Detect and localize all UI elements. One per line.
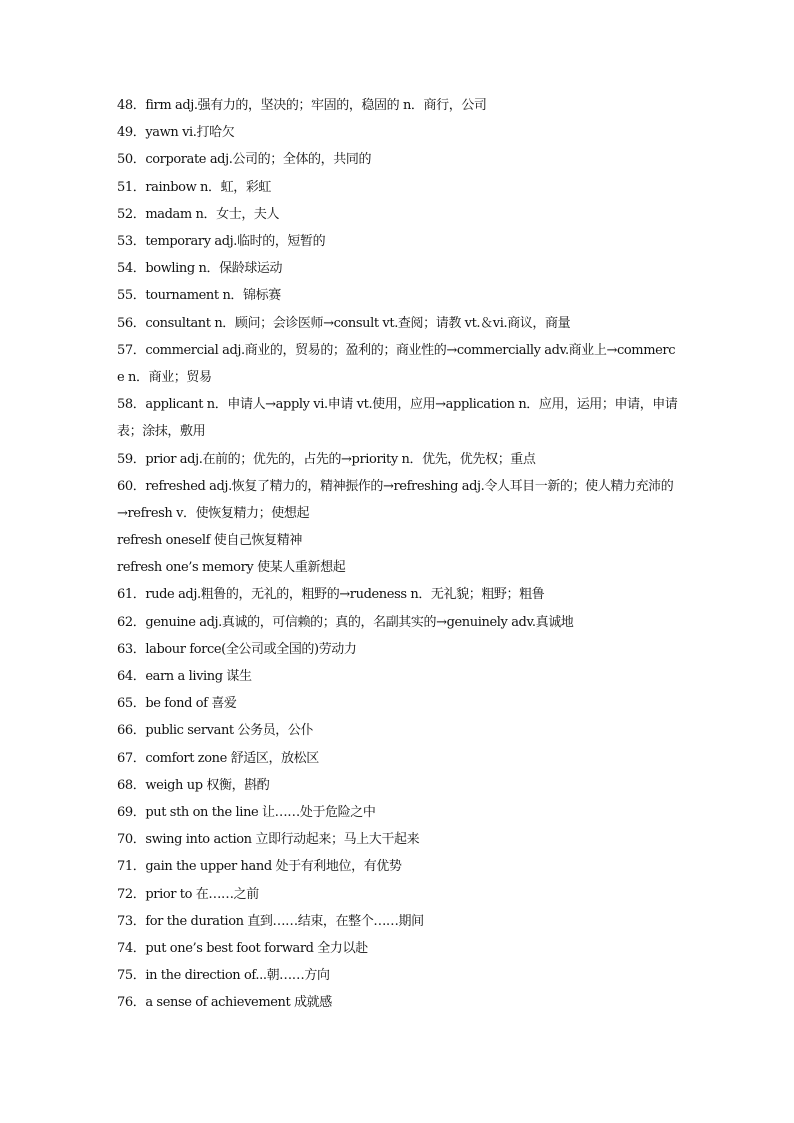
entry-56: 56．consultant n．顾问；会诊医师→consult vt.查阅；请教 vt.＆vi.商议，商量 xyxy=(117,315,571,331)
entry-55: 55．tournament n．锦标赛 xyxy=(117,288,281,304)
entry-68: 68．weigh up 权衡，斟酌 xyxy=(117,777,270,793)
entry-74: 74．put one’s best foot forward 全力以赴 xyxy=(117,940,368,956)
entry-63: 63．labour force(全公司或全国的)劳动力 xyxy=(117,641,357,657)
entry-48: 48．firm adj.强有力的，坚决的；牢固的，稳固的 n．商行，公司 xyxy=(117,98,487,113)
entry-53: 53．temporary adj.临时的，短暂的 xyxy=(117,233,326,249)
entry-54: 54．bowling n．保龄球运动 xyxy=(117,261,283,277)
entry-60: 60．refreshed adj.恢复了精力的，精神振作的→refreshing adj.令人耳目一新的；使人精力充沛的→refresh v．使恢复精力；使想起 xyxy=(117,478,674,521)
entry-76: 76．a sense of achievement 成就感 xyxy=(117,995,332,1011)
entry-58: 58．applicant n．申请人→apply vi.申请 vt.使用，应用→application n．应用，运用；申请，申请表；涂抹，敷用 xyxy=(117,397,678,440)
entry-65: 65．be fond of 喜爱 xyxy=(117,696,237,712)
entry-51: 51．rainbow n．虹，彩虹 xyxy=(117,179,272,195)
entry-73: 73．for the duration 直到……结束，在整个……期间 xyxy=(117,913,424,929)
entry-71: 71．gain the upper hand 处于有利地位，有优势 xyxy=(117,859,402,875)
entry-67: 67．comfort zone 舒适区，放松区 xyxy=(117,750,319,766)
entry-49: 49．yawn vi.打哈欠 xyxy=(117,125,235,141)
entry-70: 70．swing into action 立即行动起来；马上大干起来 xyxy=(117,832,420,848)
entry-62: 62．genuine adj.真诚的，可信赖的；真的，名副其实的→genuinely adv.真诚地 xyxy=(117,614,574,630)
entry-64: 64．earn a living 谋生 xyxy=(117,669,252,685)
vocabulary-list xyxy=(117,92,682,1016)
entry-61: 61．rude adj.粗鲁的，无礼的，粗野的→rudeness n．无礼貌；粗野；粗鲁 xyxy=(117,587,545,603)
entry-66: 66．public servant 公务员，公仆 xyxy=(117,723,314,739)
entry-52: 52．madam n．女士，夫人 xyxy=(117,206,280,222)
entry-60-phrase-1: refresh oneself 使自己恢复精神 xyxy=(117,533,302,549)
entry-59: 59．prior adj.在前的；优先的，占先的→priority n．优先，优先权；重点 xyxy=(117,451,536,467)
entry-50: 50．corporate adj.公司的；全体的，共同的 xyxy=(117,152,372,168)
entry-75: 75．in the direction of...朝……方向 xyxy=(117,968,330,984)
entry-69: 69．put sth on the line 让……处于危险之中 xyxy=(117,804,376,820)
entry-72: 72．prior to 在……之前 xyxy=(117,886,259,902)
entry-60-phrase-2: refresh one’s memory 使某人重新想起 xyxy=(117,560,346,576)
entry-57: 57．commercial adj.商业的，贸易的；盈利的；商业性的→commercially adv.商业上→commerce n．商业；贸易 xyxy=(117,342,676,385)
